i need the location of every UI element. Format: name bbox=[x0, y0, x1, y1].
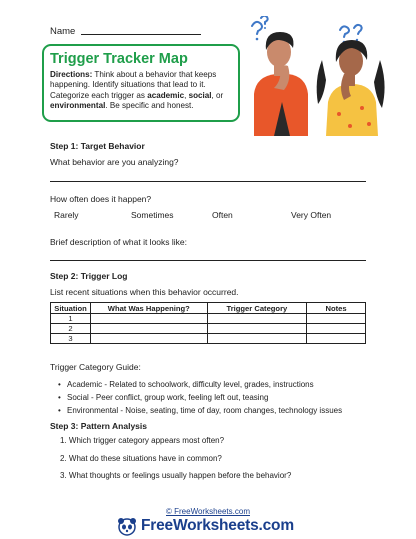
table-row bbox=[51, 334, 366, 344]
step2-instruction: List recent situations when this behavior occurred. bbox=[50, 287, 239, 297]
category-guide-list bbox=[58, 378, 342, 417]
name-blank-line[interactable] bbox=[81, 34, 201, 35]
list-item bbox=[58, 378, 342, 391]
title-box bbox=[42, 44, 240, 122]
column-header: Trigger Category bbox=[207, 303, 307, 314]
table-cell[interactable] bbox=[90, 334, 207, 344]
table-cell[interactable] bbox=[307, 334, 366, 344]
footer-url-link[interactable]: © FreeWorksheets.com bbox=[166, 507, 250, 516]
list-item: 3. What thoughts or feelings usually happen before the behavior? bbox=[60, 471, 292, 480]
frequency-option-sometimes[interactable]: Sometimes bbox=[131, 210, 174, 220]
category-environmental: environmental bbox=[50, 101, 106, 111]
guide-category-name: Social bbox=[67, 393, 89, 402]
table-cell[interactable] bbox=[90, 314, 207, 324]
worksheet-title: Trigger Tracker Map bbox=[50, 51, 188, 67]
behavior-answer-line[interactable] bbox=[50, 181, 366, 182]
list-item: 2. What do these situations have in common? bbox=[60, 453, 222, 463]
list-item: 1. Which trigger category appears most often? bbox=[60, 436, 225, 445]
thinking-people-illustration bbox=[244, 16, 394, 136]
guide-category-desc: - Peer conflict, group work, feeling left out, teasing bbox=[88, 393, 269, 402]
column-header: Situation bbox=[51, 303, 91, 314]
list-item bbox=[58, 391, 342, 404]
table-cell[interactable] bbox=[307, 314, 366, 324]
directions-part-2: . Be specific and honest. bbox=[105, 101, 194, 111]
column-header: What Was Happening? bbox=[90, 303, 207, 314]
table-cell[interactable] bbox=[90, 324, 207, 334]
trigger-log-table bbox=[50, 302, 366, 344]
directions-sep-2: , or bbox=[211, 90, 224, 100]
guide-heading: Trigger Category Guide: bbox=[50, 362, 141, 372]
row-number: 1 bbox=[51, 314, 91, 324]
table-row bbox=[51, 324, 366, 334]
frequency-option-often[interactable]: Often bbox=[212, 210, 233, 220]
step2-heading: Step 2: Trigger Log bbox=[50, 271, 128, 281]
frequency-option-very-often[interactable]: Very Often bbox=[291, 210, 332, 220]
row-number: 2 bbox=[51, 324, 91, 334]
table-cell[interactable] bbox=[207, 314, 307, 324]
column-header: Notes bbox=[307, 303, 366, 314]
step1-question-frequency: How often does it happen? bbox=[50, 194, 152, 204]
pattern-questions-list bbox=[60, 436, 291, 489]
table-header-row bbox=[51, 303, 366, 314]
table-cell[interactable] bbox=[207, 324, 307, 334]
question-mark-icon bbox=[340, 25, 362, 37]
question-mark-icon bbox=[252, 16, 268, 34]
table-cell[interactable] bbox=[307, 324, 366, 334]
thinking-woman-figure bbox=[317, 40, 385, 136]
category-social: social bbox=[188, 90, 212, 100]
step1-question-description: Brief description of what it looks like: bbox=[50, 237, 188, 247]
footer-brand-text: FreeWorksheets.com bbox=[141, 517, 294, 534]
name-field bbox=[50, 26, 201, 37]
row-number: 3 bbox=[51, 334, 91, 344]
guide-category-name: Environmental bbox=[67, 406, 119, 415]
frequency-option-rarely[interactable]: Rarely bbox=[54, 210, 79, 220]
description-answer-line[interactable] bbox=[50, 260, 366, 261]
list-item bbox=[58, 404, 342, 417]
directions-label: Directions: bbox=[50, 70, 93, 79]
guide-category-desc: - Related to schoolwork, difficulty level, grades, instructions bbox=[102, 380, 314, 389]
step1-heading: Step 1: Target Behavior bbox=[50, 141, 145, 151]
guide-category-name: Academic bbox=[67, 380, 103, 389]
table-row bbox=[51, 314, 366, 324]
table-cell[interactable] bbox=[207, 334, 307, 344]
name-label: Name bbox=[50, 26, 76, 37]
directions-part-1: Think about a behavior that keeps happening. Identify situations that lead to it. Categorize each trigger as bbox=[50, 70, 217, 100]
directions-sep-1: , bbox=[184, 90, 189, 100]
thinking-man-figure bbox=[254, 32, 308, 136]
directions-text bbox=[50, 70, 232, 112]
panda-logo-icon bbox=[117, 516, 137, 536]
guide-category-desc: - Noise, seating, time of day, room changes, technology issues bbox=[118, 406, 343, 415]
step3-heading: Step 3: Pattern Analysis bbox=[50, 421, 147, 431]
step1-question-behavior: What behavior are you analyzing? bbox=[50, 157, 179, 167]
footer-brand[interactable] bbox=[117, 515, 294, 537]
category-academic: academic bbox=[147, 90, 185, 100]
